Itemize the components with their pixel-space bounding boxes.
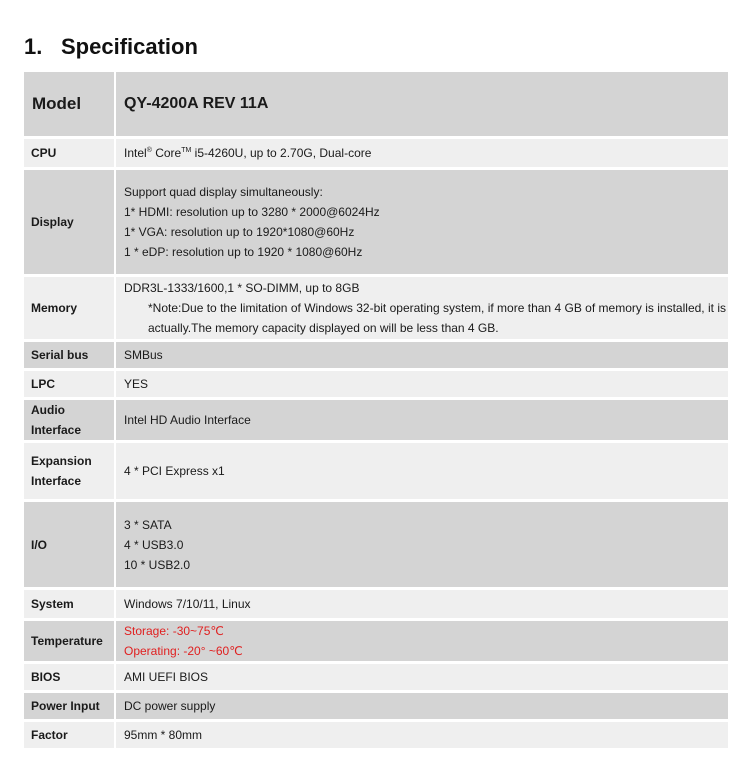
display-line: 1 * eDP: resolution up to 1920 * 1080@60Hz: [124, 245, 363, 259]
io-line: 10 * USB2.0: [124, 557, 191, 572]
label-system: System: [24, 589, 115, 620]
display-line: 1* VGA: resolution up to 1920*1080@60Hz: [124, 225, 355, 239]
value-cpu: [115, 138, 728, 169]
row-power-input: [24, 692, 728, 721]
row-audio: [24, 399, 728, 442]
spec-table: [24, 72, 728, 751]
label-audio: Audio Interface: [24, 399, 115, 442]
row-factor: [24, 721, 728, 750]
row-cpu: [24, 138, 728, 169]
value-serial-bus: SMBus: [115, 341, 728, 370]
cpu-model: i5-4260U, up to 2.70G, Dual-core: [191, 146, 372, 160]
row-display: [24, 169, 728, 276]
label-cpu: CPU: [24, 138, 115, 169]
label-expansion: Expansion Interface: [24, 442, 115, 501]
value-bios: AMI UEFI BIOS: [115, 663, 728, 692]
label-display: Display: [24, 169, 115, 276]
registered-mark: ®: [146, 147, 152, 154]
label-io: I/O: [24, 501, 115, 589]
row-lpc: [24, 370, 728, 399]
label-serial-bus: Serial bus: [24, 341, 115, 370]
row-io: [24, 501, 728, 589]
value-audio: Intel HD Audio Interface: [115, 399, 728, 442]
row-system: [24, 589, 728, 620]
display-line: 1* HDMI: resolution up to 3280 * 2000@6024Hz: [124, 205, 380, 219]
row-temperature: [24, 620, 728, 663]
row-serial-bus: [24, 341, 728, 370]
value-lpc: YES: [115, 370, 728, 399]
value-expansion: 4 * PCI Express x1: [115, 442, 728, 501]
value-power-input: DC power supply: [115, 692, 728, 721]
value-model: QY-4200A REV 11A: [115, 72, 728, 138]
value-system: Windows 7/10/11, Linux: [115, 589, 728, 620]
value-temperature: [115, 620, 728, 663]
label-bios: BIOS: [24, 663, 115, 692]
label-model: Model: [24, 72, 115, 138]
trademark-mark: TM: [181, 147, 192, 154]
memory-line: DDR3L-1333/1600,1 * SO-DIMM, up to 8GB: [124, 281, 360, 295]
section-number: 1.: [24, 34, 43, 59]
io-line: 4 * USB3.0: [124, 537, 184, 552]
row-model: [24, 72, 728, 138]
label-power-input: Power Input: [24, 692, 115, 721]
temperature-storage: Storage: -30~75℃: [124, 624, 224, 638]
label-temperature: Temperature: [24, 620, 115, 663]
memory-note: *Note:Due to the limitation of Windows 32-bit operating system, if more than 4 GB of memory is installed, it is actually.The memory capacity displayed on will be less than 4 GB.: [148, 301, 726, 335]
section-title: Specification: [61, 34, 198, 59]
page-title: [24, 34, 198, 60]
temperature-operating: Operating: -20° ~60℃: [124, 644, 243, 658]
row-expansion: [24, 442, 728, 501]
cpu-core: Core: [151, 146, 182, 160]
row-bios: [24, 663, 728, 692]
value-factor: 95mm * 80mm: [115, 721, 728, 750]
cpu-brand: Intel: [124, 146, 147, 160]
label-lpc: LPC: [24, 370, 115, 399]
io-line: 3 * SATA: [124, 517, 172, 532]
value-display: [115, 169, 728, 276]
label-memory: Memory: [24, 276, 115, 341]
value-memory: [115, 276, 728, 341]
display-line: Support quad display simultaneously:: [124, 185, 323, 199]
value-io: [115, 501, 728, 589]
row-memory: [24, 276, 728, 341]
label-factor: Factor: [24, 721, 115, 750]
